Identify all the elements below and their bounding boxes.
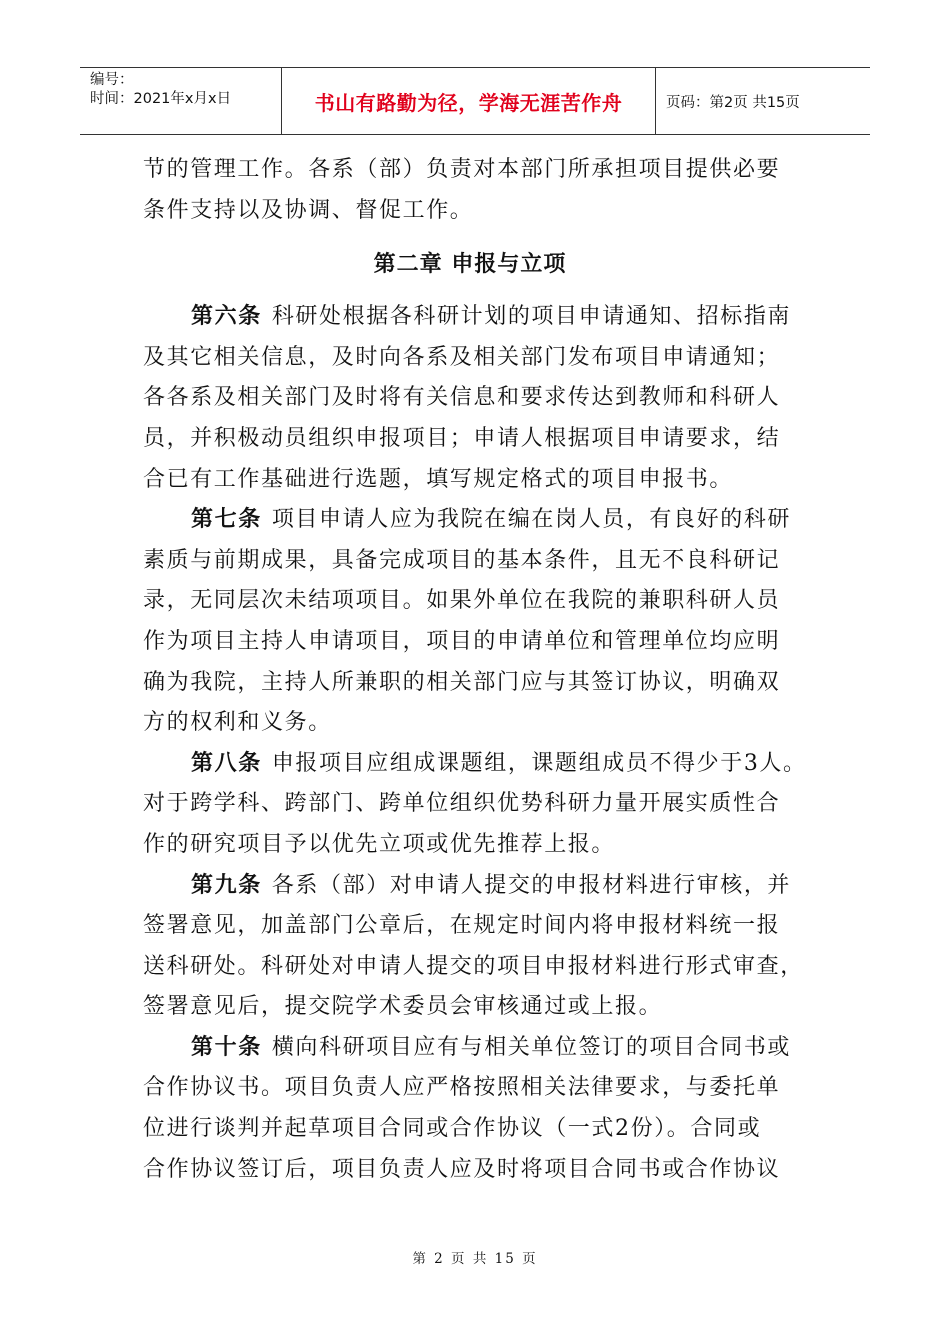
page-footer [0, 1247, 950, 1267]
article-text: 横向科研项目应有与相关单位签订的项目合同书或 [271, 1034, 792, 1060]
header-page-cell [656, 68, 870, 134]
date-label: 时间：2021年x月x日 [90, 91, 232, 107]
article-first-line [143, 297, 813, 338]
article-line: 合作协议签订后，项目负责人应及时将项目合同书或合作协议 [143, 1156, 781, 1182]
article-line: 员，并积极动员组织申报项目；申请人根据项目申请要求，结 [143, 425, 781, 451]
article-label: 第七条 [191, 507, 262, 533]
article-line: 方的权利和义务。 [143, 710, 332, 736]
article-label: 第十条 [191, 1034, 262, 1060]
article-text: 项目申请人应为我院在编在岗人员，有良好的科研 [271, 507, 792, 533]
intro-line: 条件支持以及协调、督促工作。 [143, 197, 474, 223]
article-label: 第八条 [191, 750, 262, 776]
article-text: 申报项目应组成课题组，课题组成员不得少于3人。 [271, 750, 807, 776]
article-line: 送科研处。科研处对申请人提交的项目申报材料进行形式审查， [143, 953, 804, 979]
motto-text: 书山有路勤为径，学海无涯苦作舟 [314, 90, 623, 115]
article-line: 作为项目主持人申请项目，项目的申请单位和管理单位均应明 [143, 628, 781, 654]
article-first-line [143, 500, 813, 541]
article-line: 各各系及相关部门及时将有关信息和要求传达到教师和科研人 [143, 385, 781, 411]
article-text: 各系（部）对申请人提交的申报材料进行审核，并 [271, 872, 792, 898]
article-line: 签署意见后，提交院学术委员会审核通过或上报。 [143, 994, 663, 1020]
number-label: 编号： [90, 72, 134, 88]
article-line: 对于跨学科、跨部门、跨单位组织优势科研力量开展实质性合 [143, 791, 781, 817]
header-motto-cell [282, 68, 656, 134]
chapter-title: 第二章 申报与立项 [373, 252, 567, 278]
intro-line: 节的管理工作。各系（部）负责对本部门所承担项目提供必要 [143, 157, 781, 182]
article-line: 签署意见，加盖部门公章后，在规定时间内将申报材料统一报 [143, 913, 781, 939]
article-line: 素质与前期成果，具备完成项目的基本条件，且无不良科研记 [143, 547, 781, 573]
article-line: 录，无同层次未结项项目。如果外单位在我院的兼职科研人员 [143, 588, 781, 614]
article-label: 第六条 [191, 304, 262, 330]
header-meta-cell [80, 68, 282, 134]
article-line: 及其它相关信息，及时向各系及相关部门发布项目申请通知； [143, 344, 781, 370]
articles-container [143, 297, 813, 1190]
article-line: 确为我院，主持人所兼职的相关部门应与其签订协议，明确双 [143, 669, 781, 695]
article-first-line [143, 866, 813, 907]
article-line: 合已有工作基础进行选题，填写规定格式的项目申报书。 [143, 466, 734, 492]
article-first-line [143, 1028, 813, 1069]
article-label: 第九条 [191, 872, 262, 898]
document-header [80, 67, 870, 135]
article-line: 合作协议书。项目负责人应严格按照相关法律要求，与委托单 [143, 1075, 781, 1101]
document-body [143, 150, 813, 1190]
article-line: 位进行谈判并起草项目合同或合作协议（一式2份）。合同或 [143, 1116, 762, 1142]
page-info: 页码：第2页 共15页 [666, 94, 800, 111]
footer-page-number: 第 2 页 共 15 页 [412, 1251, 538, 1267]
article-line: 作的研究项目予以优先立项或优先推荐上报。 [143, 831, 616, 857]
article-first-line [143, 744, 813, 785]
article-text: 科研处根据各科研计划的项目申请通知、招标指南 [271, 304, 792, 330]
